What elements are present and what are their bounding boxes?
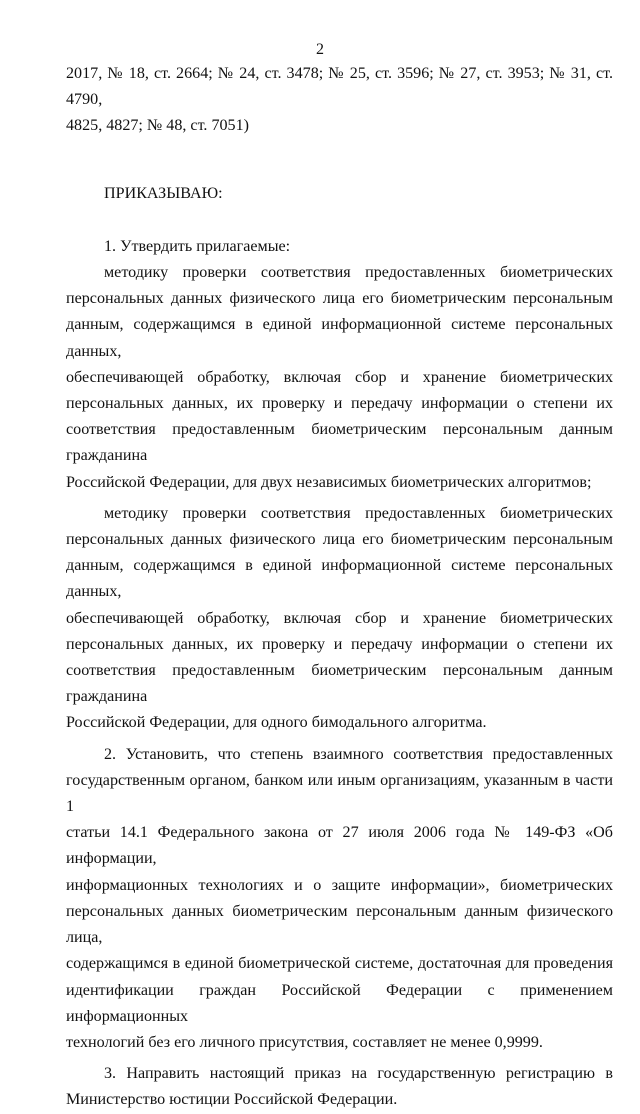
text-line: 2017, № 18, ст. 2664; № 24, ст. 3478; № 25, ст. 3596; № 27, ст. 3953; № 31, ст. 4790, [66,65,613,109]
text-line: Российской Федерации, для двух независимых биометрических алгоритмов; [66,473,592,491]
text-line: 3. Направить настоящий приказ на государственную регистрацию в [104,1065,613,1083]
text-line: персональных данных, их проверку и передачу информации о степени их [66,635,613,653]
document-body [66,61,613,1114]
text-line: персональных данных, их проверку и передачу информации о степени их [66,395,613,413]
text-line: обеспечивающей обработку, включая сбор и хранение биометрических [66,609,613,627]
method-two-algorithms [66,260,613,496]
page-number: 2 [316,41,324,58]
text-line: данным, содержащимся в единой информационной системе персональных данных, [66,557,613,601]
text-line: 4825, 4827; № 48, ст. 7051) [66,117,249,135]
text-line: Российской Федерации, для одного бимодального алгоритма. [66,714,487,732]
text-line: соответствия предоставленным биометрическим персональным данным гражданина [66,662,613,706]
text-line: персональных данных физического лица его биометрическим персональным [66,531,613,549]
text-line: методику проверки соответствия предоставленных биометрических [104,264,613,282]
text-line: идентификации граждан Российской Федерации с применением информационных [66,981,613,1025]
text-line: соответствия предоставленным биометрическим персональным данным гражданина [66,421,613,465]
text-line: статьи 14.1 Федерального закона от 27 июля 2006 года № 149-ФЗ «Об информации, [66,824,613,868]
text-line: персональных данных физического лица его биометрическим персональным [66,290,613,308]
order-heading: ПРИКАЗЫВАЮ: [104,184,223,202]
item-1-title: 1. Утвердить прилагаемые: [104,237,291,255]
text-line: технологий без его личного присутствия, составляет не менее 0,9999. [66,1033,543,1051]
text-line: Министерство юстиции Российской Федерации. [66,1091,398,1109]
text-line: содержащимся в единой биометрической системе, достаточная для проведения [66,955,613,973]
text-line: информационных технологиях и о защите информации», биометрических [66,876,613,894]
text-line: 2. Установить, что степень взаимного соответствия предоставленных [104,745,613,763]
text-line: персональных данных биометрическим персональным данным физического лица, [66,902,613,947]
method-bimodal-algorithm [66,501,613,737]
text-line: данным, содержащимся в единой информационной системе персональных данных, [66,316,613,360]
text-line: методику проверки соответствия предоставленных биометрических [104,504,613,522]
item-2-paragraph [66,742,613,1056]
item-3-paragraph [66,1061,613,1113]
text-line: государственным органом, банком или иным организациям, указанным в части 1 [66,771,613,816]
citation-continuation [66,61,613,140]
text-line: обеспечивающей обработку, включая сбор и хранение биометрических [66,368,613,386]
